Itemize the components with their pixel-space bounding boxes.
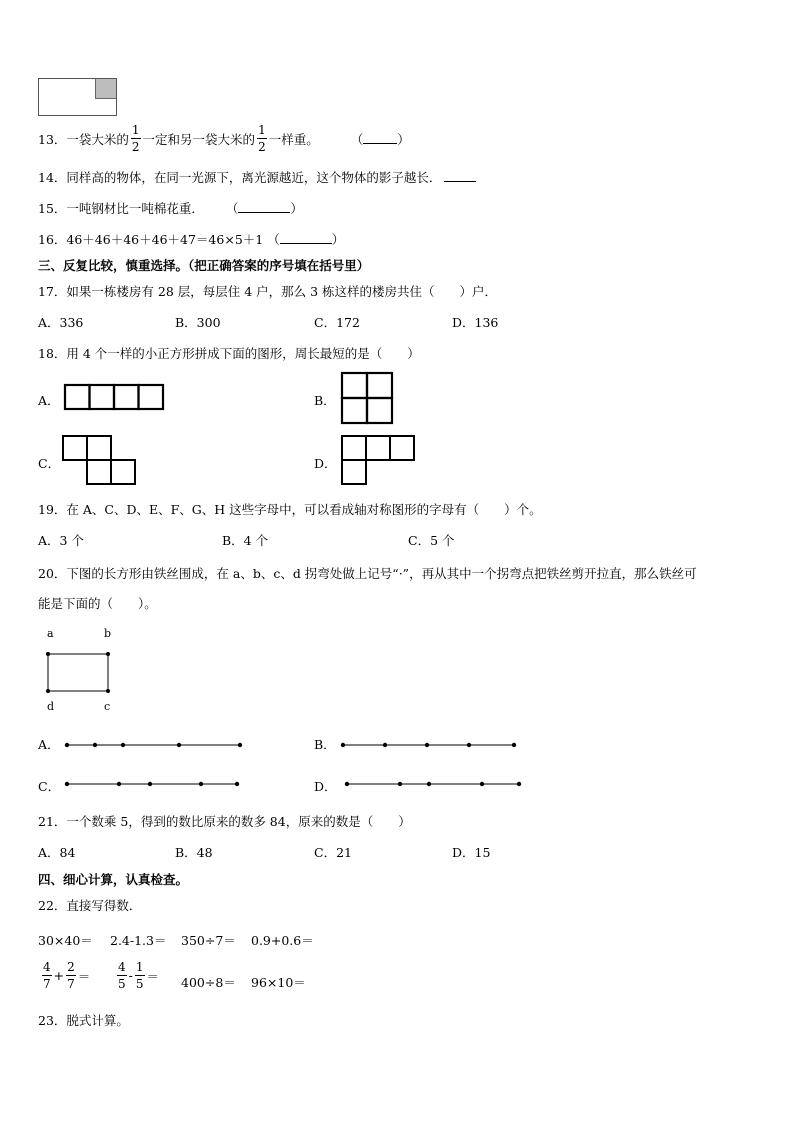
q18-label-a[interactable]: A．: [38, 393, 60, 408]
calc-350div7: 350÷7＝: [181, 933, 236, 948]
wire-option-a: [60, 739, 250, 751]
fraction-half: [131, 124, 141, 153]
fraction: [117, 961, 127, 990]
q17-option-b[interactable]: B．300: [175, 315, 221, 330]
answer-blank[interactable]: [238, 202, 290, 213]
answer-blank[interactable]: [363, 133, 397, 144]
corner-label-a: a: [47, 627, 54, 640]
q16-answer[interactable]: [267, 232, 344, 247]
frac-num: 1: [131, 123, 140, 137]
shape-c-z: [62, 435, 136, 485]
calc-30x40: 30×40＝: [38, 933, 93, 948]
shape-a-row: [64, 384, 164, 410]
frac-den: 5: [118, 977, 126, 991]
fraction: [42, 961, 52, 990]
answer-blank[interactable]: [444, 171, 476, 182]
calc-fraction-sub: [115, 961, 159, 990]
calc-0.9+0.6: 0.9+0.6＝: [251, 933, 314, 948]
wire-option-b: [336, 739, 526, 751]
question-18: 18．用 4 个一样的小正方形拼成下面的图形，周长最短的是（ ）: [38, 346, 420, 361]
shaded-corner: [95, 79, 116, 99]
equals: ＝: [77, 968, 91, 984]
q18-label-b[interactable]: B．: [314, 393, 336, 408]
q20-label-a[interactable]: A．: [38, 737, 60, 752]
q13-prefix: 13．一袋大米的: [38, 131, 129, 147]
fraction: [66, 961, 76, 990]
corner-label-d: d: [47, 700, 55, 713]
question-16: [38, 230, 344, 248]
question-17: 17．如果一栋楼房有 28 层，每层住 4 户，那么 3 栋这样的楼房共住（ ）户．: [38, 284, 498, 299]
wire-option-c: [60, 778, 250, 790]
q17-option-c[interactable]: C．172: [314, 315, 360, 330]
paren-open: （: [225, 201, 239, 216]
question-20-line2: 能是下面的（ ）。: [38, 596, 157, 611]
fraction: [135, 961, 145, 990]
question-23: 23．脱式计算。: [38, 1013, 129, 1028]
frac-num: 4: [118, 960, 126, 974]
q14-text: 14．同样高的物体，在同一光源下，离光源越近，这个物体的影子越长．: [38, 170, 442, 185]
equals: ＝: [146, 968, 160, 984]
corner-label-c: c: [104, 700, 111, 713]
frac-den: 2: [131, 140, 140, 154]
shape-d-l: [341, 435, 415, 485]
q18-label-c[interactable]: C．: [38, 456, 61, 471]
q21-option-b[interactable]: B．48: [175, 845, 213, 860]
q18-label-d[interactable]: D．: [314, 456, 337, 471]
q16-text: 16．46＋46＋46＋46＋47＝46×5＋1: [38, 232, 264, 247]
q20-label-b[interactable]: B．: [314, 737, 336, 752]
question-15: [38, 199, 303, 217]
q19-option-c[interactable]: C．5 个: [408, 533, 455, 548]
frac-num: 2: [67, 960, 75, 974]
calc-fraction-add: [40, 961, 90, 990]
corner-label-b: b: [104, 627, 112, 640]
frac-den: 5: [135, 977, 144, 991]
operator: +: [53, 968, 65, 983]
calc-2.4-1.3: 2.4-1.3＝: [110, 933, 167, 948]
q21-option-a[interactable]: A．84: [38, 845, 76, 860]
question-20-line1: 20．下图的长方形由铁丝围成，在 a、b、c、d 拐弯处做上记号“·”，再从其中一个拐弯点把铁丝剪开拉直，那么铁丝可: [38, 566, 697, 581]
q21-option-d[interactable]: D．15: [452, 845, 491, 860]
operator: -: [128, 968, 133, 983]
paren-open: （: [350, 131, 364, 147]
frac-num: 1: [258, 123, 266, 137]
wire-rectangle: [45, 651, 113, 693]
q13-mid: 一定和另一袋大米的: [142, 131, 256, 147]
question-19: 19．在 A、C、D、E、F、G、H 这些字母中，可以看成轴对称图形的字母有（ ）个。: [38, 502, 542, 517]
q17-option-d[interactable]: D．136: [452, 315, 499, 330]
question-14: [38, 168, 476, 186]
q15-text: 15．一吨钢材比一吨棉花重．: [38, 201, 204, 216]
question-13: [38, 124, 410, 153]
q13-answer[interactable]: [351, 130, 410, 148]
q19-option-a[interactable]: A．3 个: [38, 533, 84, 548]
paren-close: ）: [290, 201, 303, 216]
paren-close: ）: [397, 131, 410, 147]
frac-den: 7: [67, 977, 75, 991]
question-21: 21．一个数乘 5，得到的数比原来的数多 84，原来的数是（ ）: [38, 814, 411, 829]
paren-open: （: [267, 232, 280, 247]
frac-den: 2: [258, 140, 266, 154]
q17-option-a[interactable]: A．336: [38, 315, 84, 330]
calc-96x10: 96×10＝: [251, 975, 306, 990]
q15-answer[interactable]: [226, 201, 303, 216]
q21-option-c[interactable]: C．21: [314, 845, 352, 860]
q20-label-c[interactable]: C．: [38, 779, 61, 794]
frac-num: 1: [135, 960, 144, 974]
fraction-half: [257, 124, 267, 153]
section-3-title: 三、反复比较，慎重选择。（把正确答案的序号填在括号里）: [38, 258, 370, 273]
question-22: 22．直接写得数．: [38, 898, 142, 913]
q13-suffix: 一样重。: [268, 131, 319, 147]
paren-close: ）: [331, 232, 345, 247]
frac-den: 7: [43, 977, 51, 991]
section-4-title: 四、细心计算，认真检查。: [38, 872, 189, 887]
q19-option-b[interactable]: B．4 个: [222, 533, 269, 548]
calc-400div8: 400÷8＝: [181, 975, 236, 990]
wire-option-d: [340, 778, 530, 790]
rectangle-figure: [38, 78, 117, 116]
answer-blank[interactable]: [280, 233, 332, 244]
frac-num: 4: [43, 960, 51, 974]
shape-b-square: [341, 372, 393, 424]
q20-label-d[interactable]: D．: [314, 779, 337, 794]
